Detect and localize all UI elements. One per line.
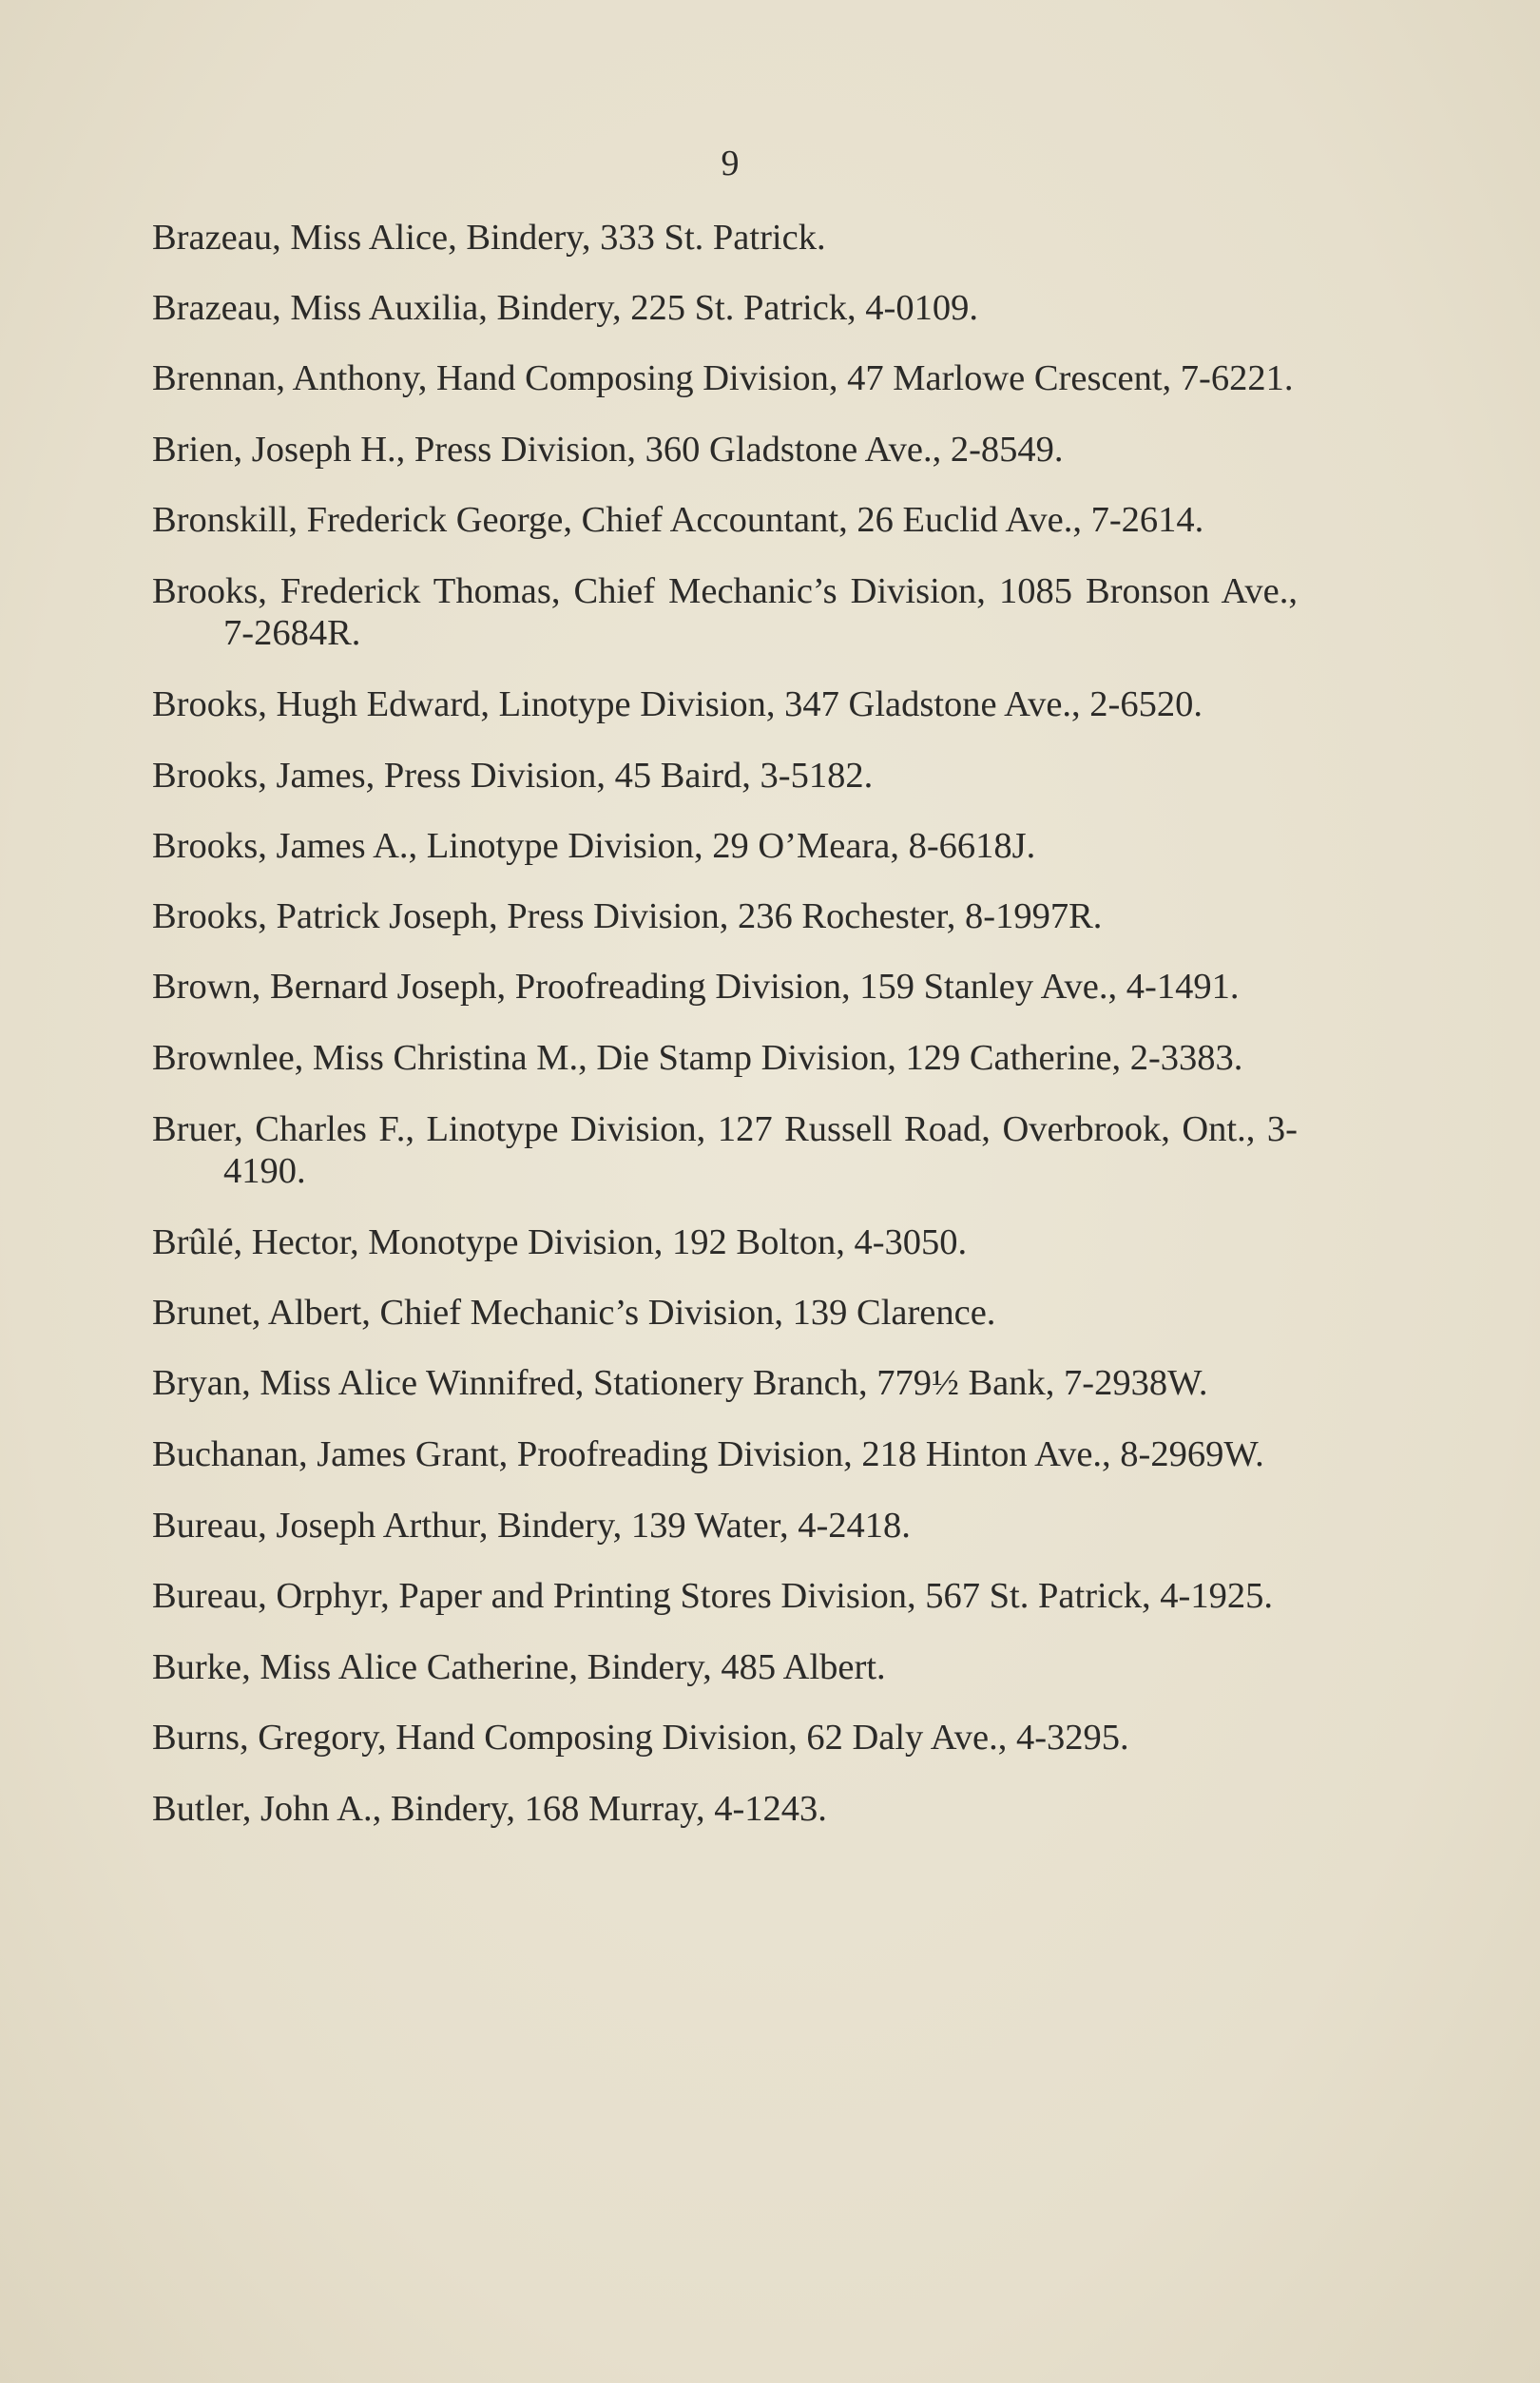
page-number: 9 bbox=[721, 144, 740, 183]
directory-entry: Bureau, Orphyr, Paper and Printing Stores Division, 567 St. Patrick, 4-1925. bbox=[152, 1576, 1274, 1616]
directory-list bbox=[152, 217, 1298, 1858]
directory-entry: Brooks, Patrick Joseph, Press Division, 236 Rochester, 8-1997R. bbox=[152, 896, 1103, 936]
directory-entry: Bruer, Charles F., Linotype Division, 127 Russell Road, Overbrook, Ont., 3-4190. bbox=[152, 1109, 1298, 1191]
directory-entry: Brunet, Albert, Chief Mechanic’s Division, 139 Clarence. bbox=[152, 1293, 996, 1333]
directory-entry: Brennan, Anthony, Hand Composing Division, 47 Marlowe Crescent, 7-6221. bbox=[152, 358, 1294, 398]
directory-entry: Brazeau, Miss Auxilia, Bindery, 225 St. Patrick, 4-0109. bbox=[152, 288, 978, 328]
directory-entry: Bryan, Miss Alice Winnifred, Stationery Branch, 779½ Bank, 7-2938W. bbox=[152, 1363, 1208, 1403]
directory-entry: Buchanan, James Grant, Proofreading Division, 218 Hinton Ave., 8-2969W. bbox=[152, 1434, 1264, 1474]
directory-entry: Burke, Miss Alice Catherine, Bindery, 485 Albert. bbox=[152, 1647, 886, 1687]
directory-entry: Brooks, James, Press Division, 45 Baird, 3-5182. bbox=[152, 756, 874, 796]
directory-entry: Brazeau, Miss Alice, Bindery, 333 St. Patrick. bbox=[152, 218, 826, 258]
directory-entry: Brûlé, Hector, Monotype Division, 192 Bolton, 4-3050. bbox=[152, 1222, 968, 1262]
directory-entry: Bronskill, Frederick George, Chief Accountant, 26 Euclid Ave., 7-2614. bbox=[152, 500, 1204, 540]
directory-entry: Brooks, Frederick Thomas, Chief Mechanic’s Division, 1085 Bronson Ave., 7-2684R. bbox=[152, 571, 1298, 653]
directory-entry: Brown, Bernard Joseph, Proofreading Division, 159 Stanley Ave., 4-1491. bbox=[152, 967, 1240, 1007]
directory-entry: Brownlee, Miss Christina M., Die Stamp Division, 129 Catherine, 2-3383. bbox=[152, 1038, 1243, 1078]
directory-entry: Bureau, Joseph Arthur, Bindery, 139 Water, 4-2418. bbox=[152, 1506, 911, 1546]
directory-entry: Burns, Gregory, Hand Composing Division, 62 Daly Ave., 4-3295. bbox=[152, 1718, 1129, 1758]
directory-entry: Brien, Joseph H., Press Division, 360 Gladstone Ave., 2-8549. bbox=[152, 430, 1064, 470]
directory-entry: Brooks, James A., Linotype Division, 29 O’Meara, 8-6618J. bbox=[152, 826, 1036, 866]
directory-entry: Brooks, Hugh Edward, Linotype Division, 347 Gladstone Ave., 2-6520. bbox=[152, 684, 1203, 724]
directory-entry: Butler, John A., Bindery, 168 Murray, 4-1243. bbox=[152, 1789, 827, 1829]
